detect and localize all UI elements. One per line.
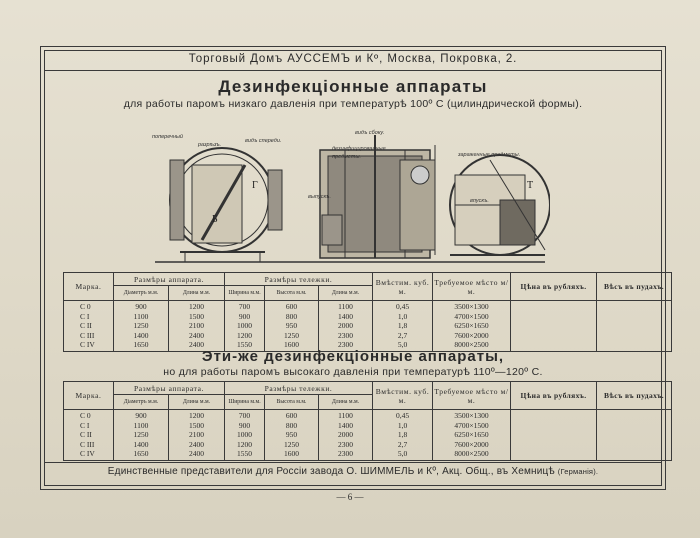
table-cell: 7600×2000 xyxy=(454,330,489,340)
t2-data-row xyxy=(64,410,672,461)
t2-col-width xyxy=(225,410,265,461)
t1-col-mark xyxy=(64,301,114,352)
t1-data-row xyxy=(64,301,672,352)
t2-h-diam: Діаметръ м.м. xyxy=(114,395,169,410)
t2-col-mark xyxy=(64,410,114,461)
section1-subtitle: для работы паромъ низкаго давленія при температурѣ 100º С (цилиндрической формы). xyxy=(123,98,583,110)
t2-col-weight xyxy=(597,410,672,461)
table-cell: 1500 xyxy=(189,420,204,430)
table-cell: С III xyxy=(80,330,95,340)
t1-h-diam: Діаметръ м.м. xyxy=(114,286,169,301)
footer-note xyxy=(44,466,662,477)
table-cell: 700 xyxy=(238,411,251,420)
table-cell: 1200 xyxy=(237,439,252,449)
table-cell: 1200 xyxy=(237,330,252,340)
table-cell: 2,7 xyxy=(397,330,408,340)
table-cell: 8000×2500 xyxy=(454,340,489,349)
table-cell: 2400 xyxy=(189,439,204,449)
table-cell: 1250 xyxy=(133,430,149,439)
table-cell: 600 xyxy=(285,411,298,420)
table-cell: 700 xyxy=(238,302,251,311)
table-cell: 900 xyxy=(135,302,147,311)
t2-h-space: Требуемое мѣсто м/м. xyxy=(433,382,511,410)
table-cell: 1250 xyxy=(133,321,149,330)
t2-h-mark: Марка. xyxy=(64,382,114,410)
label-infected-items: зараженные предметы. xyxy=(458,152,521,158)
label-disinfected-a: дезинфицированные xyxy=(332,146,386,152)
table-cell: 1250 xyxy=(284,330,299,340)
table-cell: 3500×1300 xyxy=(454,302,489,311)
label-cross-section-a: поперечный xyxy=(152,134,183,140)
section2-title: Эти-же дезинфекціонные аппараты, xyxy=(201,348,505,365)
table-cell: С II xyxy=(80,321,92,330)
table-cell: 2100 xyxy=(189,430,204,439)
t2-col-capacity xyxy=(373,410,433,461)
table-cell: 2000 xyxy=(338,321,353,330)
t1-col-capacity xyxy=(373,301,433,352)
table-cell: 1550 xyxy=(237,340,252,349)
label-letter-b: Б xyxy=(212,214,218,225)
table-cell: 8000×2500 xyxy=(454,449,489,458)
t1-col-diam xyxy=(114,301,169,352)
t2-h-height: Высота м.м. xyxy=(265,395,319,410)
table-cell: 5,0 xyxy=(397,449,408,458)
table-cell: 6250×1650 xyxy=(454,430,489,439)
t1-col-height xyxy=(265,301,319,352)
section1-title: Дезинфекціонные аппараты xyxy=(218,77,488,96)
table-cell: 1250 xyxy=(284,439,299,449)
table-cell: 1650 xyxy=(133,340,149,349)
table-cell: 2300 xyxy=(338,449,353,458)
table-cell: 2000 xyxy=(338,430,353,439)
table-cell: 0,45 xyxy=(395,411,410,420)
label-side-view: видъ сбоку. xyxy=(355,130,385,136)
label-inlet: впускъ. xyxy=(470,198,489,204)
table-cell: 600 xyxy=(285,302,298,311)
disinfection-apparatus-illustration xyxy=(150,120,550,270)
label-letter-t: Т xyxy=(527,180,534,191)
t1-col-space xyxy=(433,301,511,352)
table-cell: 950 xyxy=(285,321,298,330)
table-cell: 1500 xyxy=(189,311,204,321)
table-cell: 3500×1300 xyxy=(454,411,489,420)
label-disinfected-b: предметы. xyxy=(332,154,362,160)
t1-h-length: Длина м.м. xyxy=(169,286,225,301)
table-cell: 950 xyxy=(285,430,298,439)
table-cell: 4700×1500 xyxy=(454,420,489,430)
footer-country: (Германія). xyxy=(557,467,599,476)
table-cell: 1400 xyxy=(338,311,353,321)
table-cell: 5,0 xyxy=(397,340,408,349)
t1-h-mark: Марка. xyxy=(64,273,114,301)
table-cell: С II xyxy=(80,430,92,439)
spec-table-high-pressure xyxy=(63,381,672,461)
table-cell: 1100 xyxy=(133,420,149,430)
table-cell: 900 xyxy=(238,311,251,321)
t1-h-dims: Размѣры аппарата. xyxy=(114,273,225,286)
t1-h-height: Высота м.м. xyxy=(265,286,319,301)
t2-col-price xyxy=(511,410,597,461)
table-cell: 2,7 xyxy=(397,439,408,449)
table-cell: С IV xyxy=(80,449,95,458)
t1-h-price: Цѣна въ рубляхъ. xyxy=(511,273,597,301)
table-cell: 1,8 xyxy=(397,430,408,439)
table-cell: 1,0 xyxy=(397,420,408,430)
table-cell: 1100 xyxy=(133,311,149,321)
t2-col-cart-length xyxy=(319,410,373,461)
table-cell: 4700×1500 xyxy=(454,311,489,321)
footer-divider xyxy=(44,462,662,463)
table-cell: 1,8 xyxy=(397,321,408,330)
t2-col-diam xyxy=(114,410,169,461)
spec-table-low-pressure xyxy=(63,272,672,352)
t1-col-price xyxy=(511,301,597,352)
t2-col-space xyxy=(433,410,511,461)
t1-h-cart: Размѣры тележки. xyxy=(225,273,373,286)
table-cell: 1100 xyxy=(338,302,353,311)
table-cell: 800 xyxy=(285,420,298,430)
t1-col-length xyxy=(169,301,225,352)
t2-h-weight: Вѣсъ въ пудахъ. xyxy=(597,382,672,410)
t1-col-cart-length xyxy=(319,301,373,352)
table-cell: 1600 xyxy=(284,449,299,458)
table-cell: 1600 xyxy=(284,340,299,349)
t2-h-length: Длина м.м. xyxy=(169,395,225,410)
t2-col-length xyxy=(169,410,225,461)
table-cell: 2100 xyxy=(189,321,204,330)
table-cell: 6250×1650 xyxy=(454,321,489,330)
label-cross-section-b: разрѣзъ. xyxy=(198,142,222,148)
t2-h-cart: Размѣры тележки. xyxy=(225,382,373,395)
table-cell: 800 xyxy=(285,311,298,321)
table-cell: 1200 xyxy=(189,411,204,420)
table-cell: 1,0 xyxy=(397,311,408,321)
table-cell: 2400 xyxy=(189,449,204,458)
t2-h-dims: Размѣры аппарата. xyxy=(114,382,225,395)
table-cell: 2300 xyxy=(338,330,353,340)
t1-h-cart-length: Длина м.м. xyxy=(319,286,373,301)
label-outlet: выпускъ. xyxy=(308,194,331,200)
t2-h-width: Ширина м.м. xyxy=(225,395,265,410)
table-cell: С I xyxy=(80,420,90,430)
t1-h-weight: Вѣсъ въ пудахъ. xyxy=(597,273,672,301)
table-cell: 1400 xyxy=(338,420,353,430)
table-cell: С I xyxy=(80,311,90,321)
t1-h-space: Требуемое мѣсто м/м. xyxy=(433,273,511,301)
t2-col-height xyxy=(265,410,319,461)
table-cell: С 0 xyxy=(80,411,91,420)
table-cell: 1400 xyxy=(133,330,149,340)
header-divider xyxy=(44,70,662,71)
label-letter-g: Г xyxy=(252,180,258,191)
company-header: Торговый Домъ АУССЕМЪ и Кº, Москва, Покровка, 2. xyxy=(188,53,518,65)
page-number: — 6 — xyxy=(336,492,364,502)
footer-main-text: Единственные представители для Россіи завода О. ШИММЕЛЬ и Кº, Акц. Общ., въ Хемницѣ xyxy=(107,466,555,477)
t2-h-price: Цѣна въ рубляхъ. xyxy=(511,382,597,410)
table-cell: 900 xyxy=(135,411,147,420)
table-cell: 2300 xyxy=(338,340,353,349)
table-cell: 1000 xyxy=(237,430,252,439)
t1-col-width xyxy=(225,301,265,352)
section2-subtitle: но для работы паромъ высокаго давленія при температурѣ 110º—120º С. xyxy=(163,366,543,378)
table-cell: 7600×2000 xyxy=(454,439,489,449)
table-cell: 0,45 xyxy=(395,302,410,311)
t1-col-weight xyxy=(597,301,672,352)
label-front-view: видъ спереди. xyxy=(245,138,282,144)
t2-h-capacity: Вмѣстим. куб. м. xyxy=(373,382,433,410)
t1-h-capacity: Вмѣстим. куб. м. xyxy=(373,273,433,301)
table-cell: С III xyxy=(80,439,95,449)
table-cell: 900 xyxy=(238,420,251,430)
t2-h-cart-length: Длина м.м. xyxy=(319,395,373,410)
table-cell: 2300 xyxy=(338,439,353,449)
table-cell: С IV xyxy=(80,340,95,349)
table-cell: 1000 xyxy=(237,321,252,330)
table-cell: 2400 xyxy=(189,330,204,340)
table-cell: 1650 xyxy=(133,449,149,458)
table-cell: 1200 xyxy=(189,302,204,311)
t1-h-width: Ширина м.м. xyxy=(225,286,265,301)
table-cell: 1550 xyxy=(237,449,252,458)
table-cell: 1400 xyxy=(133,439,149,449)
table-cell: 1100 xyxy=(338,411,353,420)
table-cell: 2400 xyxy=(189,340,204,349)
table-cell: С 0 xyxy=(80,302,91,311)
